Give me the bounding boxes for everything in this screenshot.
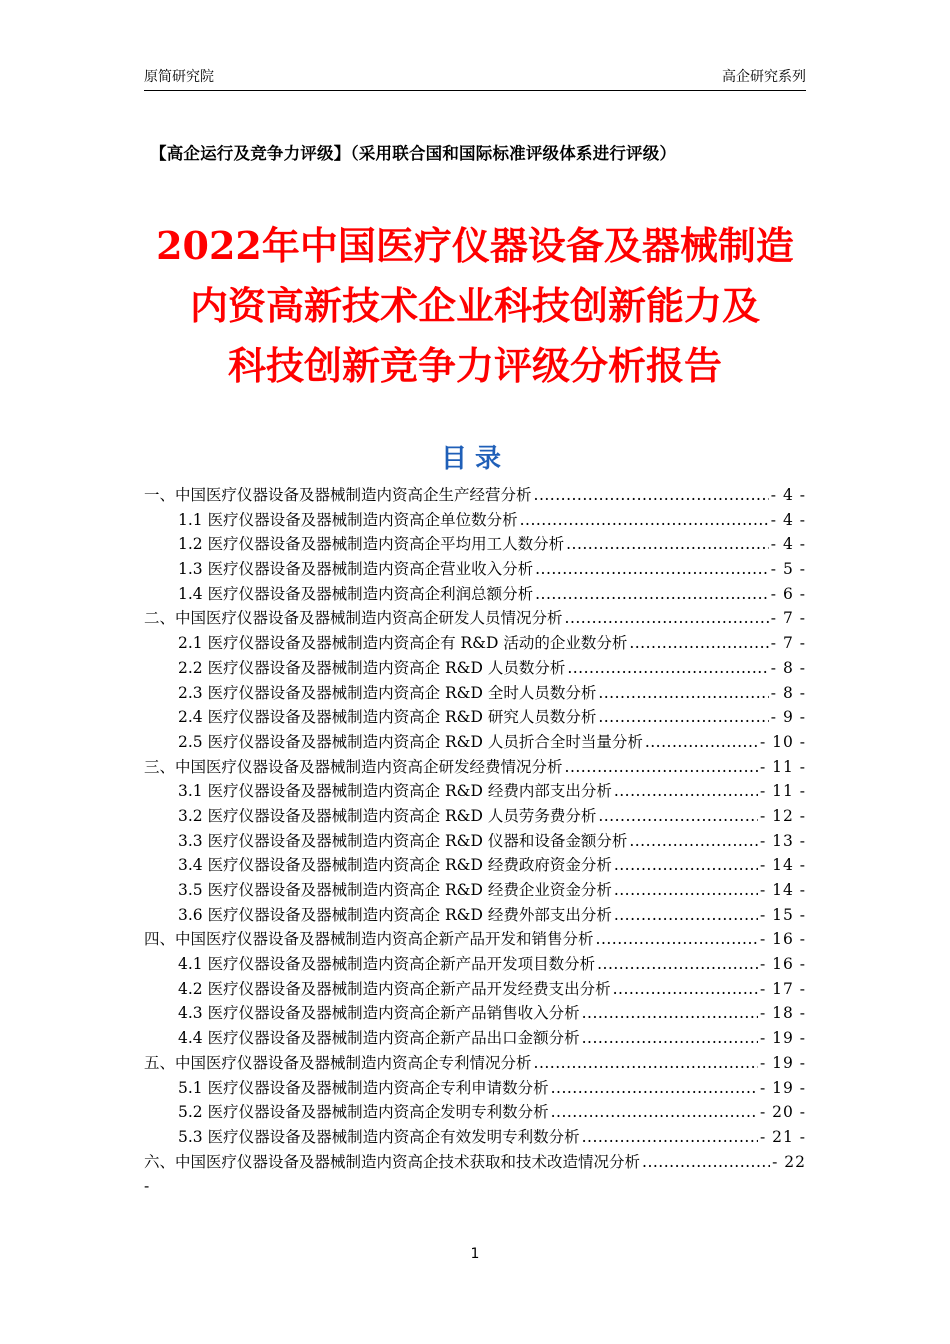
toc-entry-5-2[interactable] xyxy=(144,1100,806,1125)
toc-entry-page: - 14 - xyxy=(759,856,806,875)
page-header xyxy=(144,66,806,88)
toc-entry-page: - 11 - xyxy=(759,757,806,776)
toc-leader xyxy=(582,1125,758,1150)
toc-entry-page: - 12 - xyxy=(759,806,806,825)
toc-leader xyxy=(598,705,768,730)
toc-entry-page: - 17 - xyxy=(759,979,806,998)
toc-entry-page: - 18 - xyxy=(759,1004,806,1023)
toc-leader xyxy=(645,730,758,755)
toc-leader xyxy=(642,1150,770,1175)
toc-entry-1[interactable] xyxy=(144,483,806,508)
toc-entry-label: 5.1 医疗仪器设备及器械制造内资高企专利申请数分析 xyxy=(178,1078,549,1097)
toc-entry-page: - 6 - xyxy=(770,584,806,603)
toc-entry-2-4[interactable] xyxy=(144,705,806,730)
toc-entry-page: - 19 - xyxy=(759,1029,806,1048)
report-title-line-3: 科技创新竞争力评级分析报告 xyxy=(227,343,722,388)
report-title xyxy=(100,216,850,396)
toc-entry-label: 一、中国医疗仪器设备及器械制造内资高企生产经营分析 xyxy=(144,486,532,504)
toc-entry-label: 4.3 医疗仪器设备及器械制造内资高企新产品销售收入分析 xyxy=(178,1004,580,1023)
toc-entry-page: - 16 - xyxy=(759,930,806,949)
toc-leader xyxy=(614,853,758,878)
toc-entry-page: - 22 xyxy=(772,1152,806,1171)
toc-entry-3[interactable] xyxy=(144,755,806,780)
toc-leader xyxy=(629,829,758,854)
toc-entry-2[interactable] xyxy=(144,606,806,631)
toc-entry-2-1[interactable] xyxy=(144,631,806,656)
toc-entry-4[interactable] xyxy=(144,927,806,952)
toc-entry-page: - 16 - xyxy=(759,955,806,974)
toc-entry-label: 1.3 医疗仪器设备及器械制造内资高企营业收入分析 xyxy=(178,560,534,579)
toc-leader xyxy=(582,1026,758,1051)
toc-entry-4-1[interactable] xyxy=(144,952,806,977)
toc-entry-2-5[interactable] xyxy=(144,730,806,755)
toc-entry-label: 3.5 医疗仪器设备及器械制造内资高企 R&D 经费企业资金分析 xyxy=(178,881,612,899)
toc-leader xyxy=(551,1100,758,1125)
toc-entry-3-3[interactable] xyxy=(144,829,806,854)
toc-entry-label: 2.1 医疗仪器设备及器械制造内资高企有 R&D 活动的企业数分析 xyxy=(178,634,628,653)
toc-leader xyxy=(613,977,758,1002)
toc-entry-label: 2.5 医疗仪器设备及器械制造内资高企 R&D 人员折合全时当量分析 xyxy=(178,732,643,751)
toc-leader xyxy=(535,557,769,582)
report-title-line-1: 2022年中国医疗仪器设备及器械制造 xyxy=(156,223,794,268)
toc-leader xyxy=(565,606,769,631)
toc-entry-label: 四、中国医疗仪器设备及器械制造内资高企新产品开发和销售分析 xyxy=(144,930,594,949)
page-number: 1 xyxy=(470,1246,480,1262)
toc-entry-page: - 7 - xyxy=(770,634,806,653)
toc-entry-label: 3.6 医疗仪器设备及器械制造内资高企 R&D 经费外部支出分析 xyxy=(178,905,612,924)
toc-entry-page: - 4 - xyxy=(770,486,806,504)
toc-leader xyxy=(614,903,758,928)
toc-entry-page: - 8 - xyxy=(770,658,806,677)
toc-entry-label: 3.3 医疗仪器设备及器械制造内资高企 R&D 仪器和设备金额分析 xyxy=(178,831,628,850)
toc-entry-label: 1.1 医疗仪器设备及器械制造内资高企单位数分析 xyxy=(178,510,518,529)
header-publisher: 原简研究院 xyxy=(144,69,214,85)
toc-entry-label: 五、中国医疗仪器设备及器械制造内资高企专利情况分析 xyxy=(144,1053,532,1072)
header-series: 高企研究系列 xyxy=(722,69,806,85)
toc-entry-1-1[interactable] xyxy=(144,508,806,533)
toc-entry-4-4[interactable] xyxy=(144,1026,806,1051)
toc-entry-2-2[interactable] xyxy=(144,656,806,681)
toc-entry-3-5[interactable] xyxy=(144,878,806,903)
toc-leader xyxy=(535,582,769,607)
toc-entry-label: 5.2 医疗仪器设备及器械制造内资高企发明专利数分析 xyxy=(178,1103,549,1122)
toc-entry-page: - 19 - xyxy=(759,1053,806,1072)
toc-heading: 目录 xyxy=(440,444,509,474)
toc-entry-page: - 13 - xyxy=(759,831,806,850)
header-divider xyxy=(144,90,806,91)
toc-entry-page: - 15 - xyxy=(759,905,806,924)
toc-entry-label: 2.4 医疗仪器设备及器械制造内资高企 R&D 研究人员数分析 xyxy=(178,708,597,727)
toc-entry-5-1[interactable] xyxy=(144,1076,806,1101)
toc-entry-page: - 10 - xyxy=(759,732,806,751)
toc-entry-4-3[interactable] xyxy=(144,1001,806,1026)
toc-leader xyxy=(596,927,758,952)
toc-entry-6[interactable] xyxy=(144,1150,806,1175)
toc-entry-3-4[interactable] xyxy=(144,853,806,878)
toc-leader xyxy=(629,631,768,656)
toc-entry-1-4[interactable] xyxy=(144,582,806,607)
toc-entry-6-page-tail: - xyxy=(144,1177,150,1196)
toc-entry-3-2[interactable] xyxy=(144,804,806,829)
toc-entry-label: 3.4 医疗仪器设备及器械制造内资高企 R&D 经费政府资金分析 xyxy=(178,856,612,875)
toc-leader xyxy=(614,779,758,804)
toc-entry-label: 三、中国医疗仪器设备及器械制造内资高企研发经费情况分析 xyxy=(144,757,563,776)
toc-entry-page: - 7 - xyxy=(770,609,806,628)
toc-entry-label: 1.2 医疗仪器设备及器械制造内资高企平均用工人数分析 xyxy=(178,535,565,554)
toc-entry-page: - 21 - xyxy=(759,1127,806,1146)
toc-entry-label: 5.3 医疗仪器设备及器械制造内资高企有效发明专利数分析 xyxy=(178,1127,580,1146)
toc-entry-page: - 4 - xyxy=(770,535,806,554)
toc-leader xyxy=(520,508,769,533)
toc-leader xyxy=(597,952,758,977)
toc-entry-label: 1.4 医疗仪器设备及器械制造内资高企利润总额分析 xyxy=(178,584,534,603)
toc-leader xyxy=(534,483,769,508)
toc-entry-label: 3.2 医疗仪器设备及器械制造内资高企 R&D 人员劳务费分析 xyxy=(178,806,597,825)
toc-entry-5-3[interactable] xyxy=(144,1125,806,1150)
toc-leader xyxy=(565,755,758,780)
toc-entry-1-2[interactable] xyxy=(144,532,806,557)
toc-entry-label: 4.2 医疗仪器设备及器械制造内资高企新产品开发经费支出分析 xyxy=(178,979,611,998)
toc-leader xyxy=(614,878,758,903)
toc-entry-label: 六、中国医疗仪器设备及器械制造内资高企技术获取和技术改造情况分析 xyxy=(144,1152,641,1171)
toc-entry-label: 2.3 医疗仪器设备及器械制造内资高企 R&D 全时人员数分析 xyxy=(178,683,597,702)
toc-entry-page: - 5 - xyxy=(770,560,806,579)
toc-leader xyxy=(534,1051,758,1076)
toc-entry-3-6[interactable] xyxy=(144,903,806,928)
toc-entry-3-1[interactable] xyxy=(144,779,806,804)
toc-leader xyxy=(551,1076,758,1101)
toc-entry-label: 4.1 医疗仪器设备及器械制造内资高企新产品开发项目数分析 xyxy=(178,955,596,974)
toc-entry-label: 4.4 医疗仪器设备及器械制造内资高企新产品出口金额分析 xyxy=(178,1029,580,1048)
toc-entry-page: - 20 - xyxy=(759,1103,806,1122)
toc-entry-4-2[interactable] xyxy=(144,977,806,1002)
toc-entry-1-3[interactable] xyxy=(144,557,806,582)
toc-leader xyxy=(598,804,758,829)
toc-entry-5[interactable] xyxy=(144,1051,806,1076)
toc-entry-label: 3.1 医疗仪器设备及器械制造内资高企 R&D 经费内部支出分析 xyxy=(178,782,612,801)
table-of-contents xyxy=(144,483,806,1199)
toc-entry-label: 二、中国医疗仪器设备及器械制造内资高企研发人员情况分析 xyxy=(144,609,563,628)
toc-entry-page: - 8 - xyxy=(770,683,806,702)
report-title-line-2: 内资高新技术企业科技创新能力及 xyxy=(189,283,760,328)
toc-entry-page: - 14 - xyxy=(759,881,806,899)
toc-entry-page: - 11 - xyxy=(759,782,806,801)
toc-entry-page: - 9 - xyxy=(770,708,806,727)
toc-leader xyxy=(567,656,768,681)
toc-leader xyxy=(582,1001,758,1026)
toc-entry-2-3[interactable] xyxy=(144,681,806,706)
rating-note: 【高企运行及竞争力评级】（采用联合国和国际标准评级体系进行评级） xyxy=(150,144,677,163)
toc-entry-page: - 4 - xyxy=(770,510,806,529)
toc-leader xyxy=(598,681,768,706)
toc-entry-page: - 19 - xyxy=(759,1078,806,1097)
toc-entry-label: 2.2 医疗仪器设备及器械制造内资高企 R&D 人员数分析 xyxy=(178,658,566,677)
toc-leader xyxy=(566,532,769,557)
